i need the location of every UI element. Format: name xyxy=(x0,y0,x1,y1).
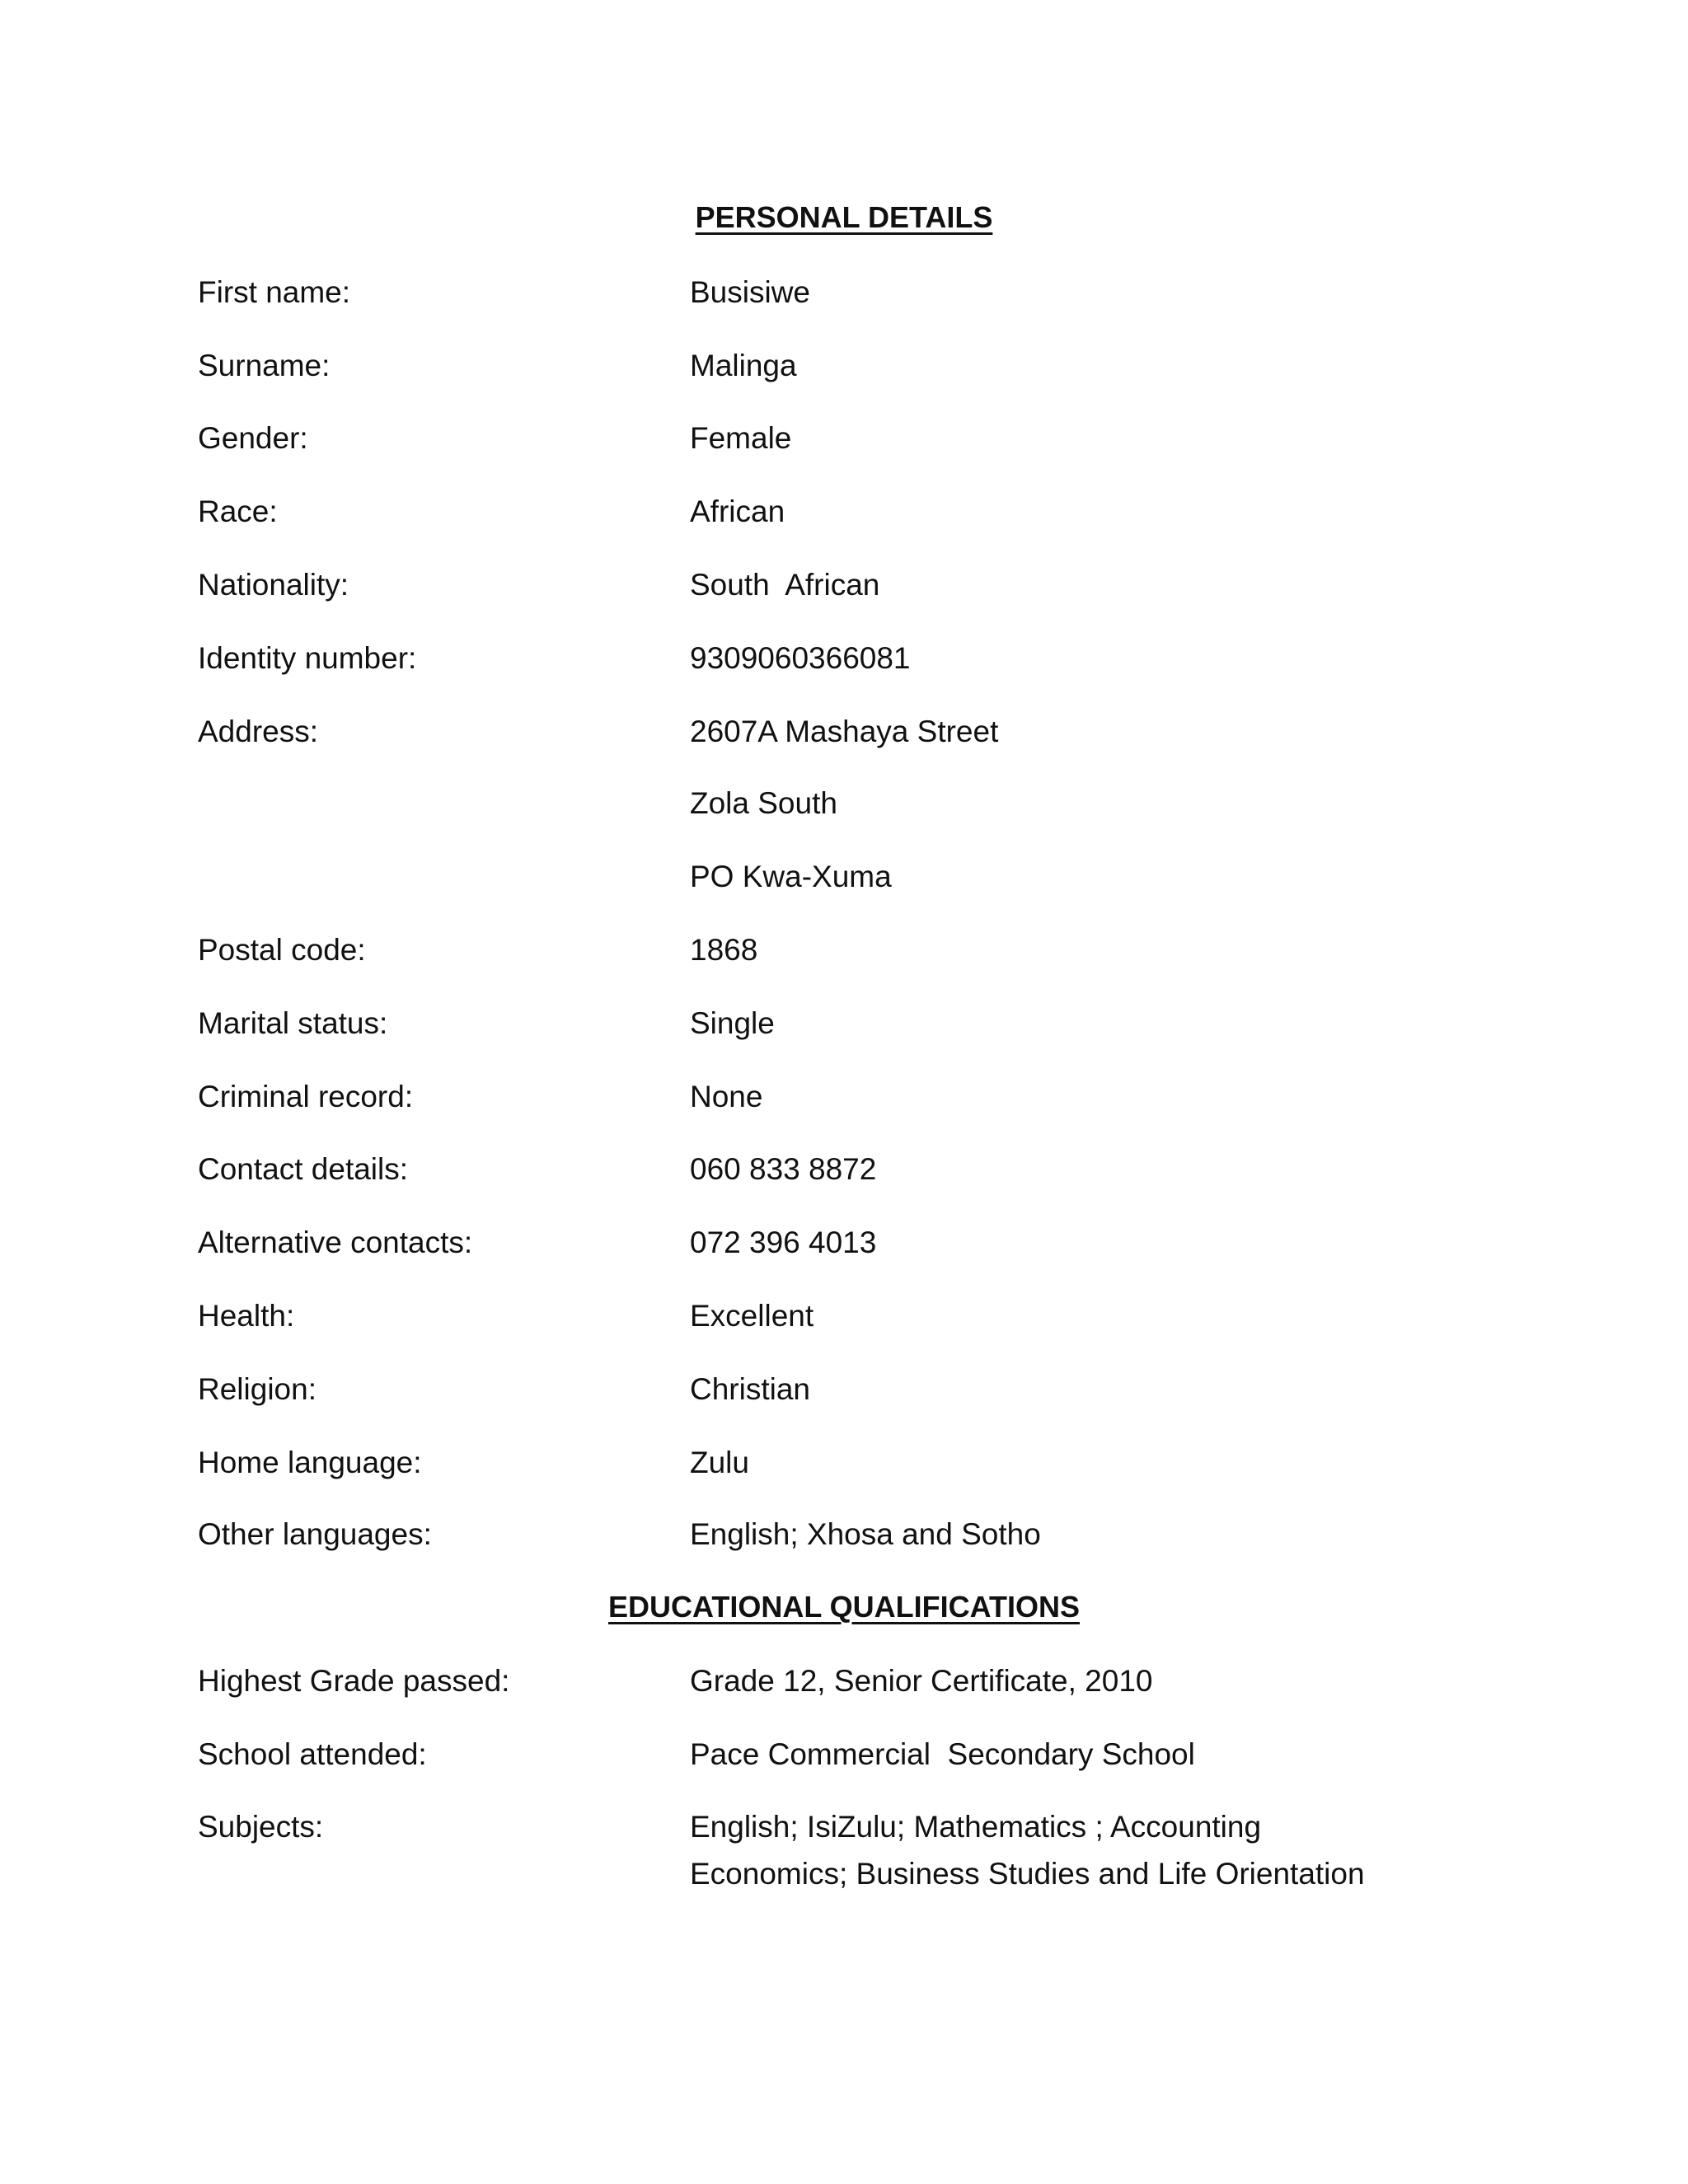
field-value: Single xyxy=(690,1006,775,1040)
subjects-continuation: Economics; Business Studies and Life Orientation xyxy=(690,1857,1365,1891)
field-label: Other languages: xyxy=(198,1517,432,1551)
field-value: Excellent xyxy=(690,1299,814,1333)
personal-details-heading: PERSONAL DETAILS xyxy=(695,200,993,234)
field-value: 072 396 4013 xyxy=(690,1226,877,1259)
field-nationality xyxy=(198,569,1599,609)
field-health xyxy=(198,1301,1599,1340)
field-label: Health: xyxy=(198,1299,295,1333)
field-value: South African xyxy=(690,568,880,602)
field-label: Home language: xyxy=(198,1446,422,1479)
field-value: English; IsiZulu; Mathematics ; Accounting xyxy=(690,1810,1262,1844)
field-value: 2607A Mashaya Street xyxy=(690,715,999,748)
field-label: Postal code: xyxy=(198,933,366,967)
field-value: English; Xhosa and Sotho xyxy=(690,1517,1041,1551)
field-label: Race: xyxy=(198,494,278,528)
field-label: Surname: xyxy=(198,349,331,382)
field-value: 9309060366081 xyxy=(690,641,911,675)
field-value: PO Kwa-Xuma xyxy=(690,860,892,893)
field-identity-number xyxy=(198,643,1599,682)
field-label: School attended: xyxy=(198,1737,427,1771)
field-first-name xyxy=(198,277,1599,316)
field-label: Nationality: xyxy=(198,568,349,602)
field-value: Zola South xyxy=(690,786,837,820)
field-race xyxy=(198,496,1599,536)
field-label: First name: xyxy=(198,275,351,309)
field-label: Highest Grade passed: xyxy=(198,1664,510,1698)
field-marital-status xyxy=(198,1008,1599,1047)
field-value: None xyxy=(690,1080,763,1113)
field-address-line-3 xyxy=(198,861,1599,901)
field-school-attended xyxy=(198,1739,1599,1779)
field-home-language xyxy=(198,1447,1599,1487)
field-value: Busisiwe xyxy=(690,275,810,309)
field-value: Pace Commercial Secondary School xyxy=(690,1737,1195,1771)
field-value: African xyxy=(690,494,785,528)
field-label: Subjects: xyxy=(198,1810,324,1844)
field-value: Malinga xyxy=(690,349,797,382)
field-label: Marital status: xyxy=(198,1006,388,1040)
field-subjects xyxy=(198,1811,1599,1851)
field-value: 1868 xyxy=(690,933,758,967)
field-gender xyxy=(198,423,1599,462)
field-label: Contact details: xyxy=(198,1152,409,1186)
field-label: Address: xyxy=(198,715,319,748)
field-value: Zulu xyxy=(690,1446,749,1479)
field-label: Gender: xyxy=(198,421,308,455)
field-contact-details xyxy=(198,1154,1599,1193)
field-address-line-2 xyxy=(198,788,1599,827)
field-value: Grade 12, Senior Certificate, 2010 xyxy=(690,1664,1153,1698)
field-address xyxy=(198,716,1599,756)
field-value: 060 833 8872 xyxy=(690,1152,877,1186)
field-highest-grade xyxy=(198,1666,1599,1705)
field-label: Religion: xyxy=(198,1372,316,1406)
field-value: Christian xyxy=(690,1372,810,1406)
field-surname xyxy=(198,350,1599,390)
field-criminal-record xyxy=(198,1081,1599,1121)
field-other-languages xyxy=(198,1519,1599,1558)
field-religion xyxy=(198,1374,1599,1413)
field-label: Identity number: xyxy=(198,641,417,675)
field-postal-code xyxy=(198,935,1599,974)
field-label: Criminal record: xyxy=(198,1080,414,1113)
educational-qualifications-heading: EDUCATIONAL QUALIFICATIONS xyxy=(608,1590,1080,1624)
field-value: Female xyxy=(690,421,792,455)
field-alternative-contacts xyxy=(198,1227,1599,1267)
field-label: Alternative contacts: xyxy=(198,1226,473,1259)
